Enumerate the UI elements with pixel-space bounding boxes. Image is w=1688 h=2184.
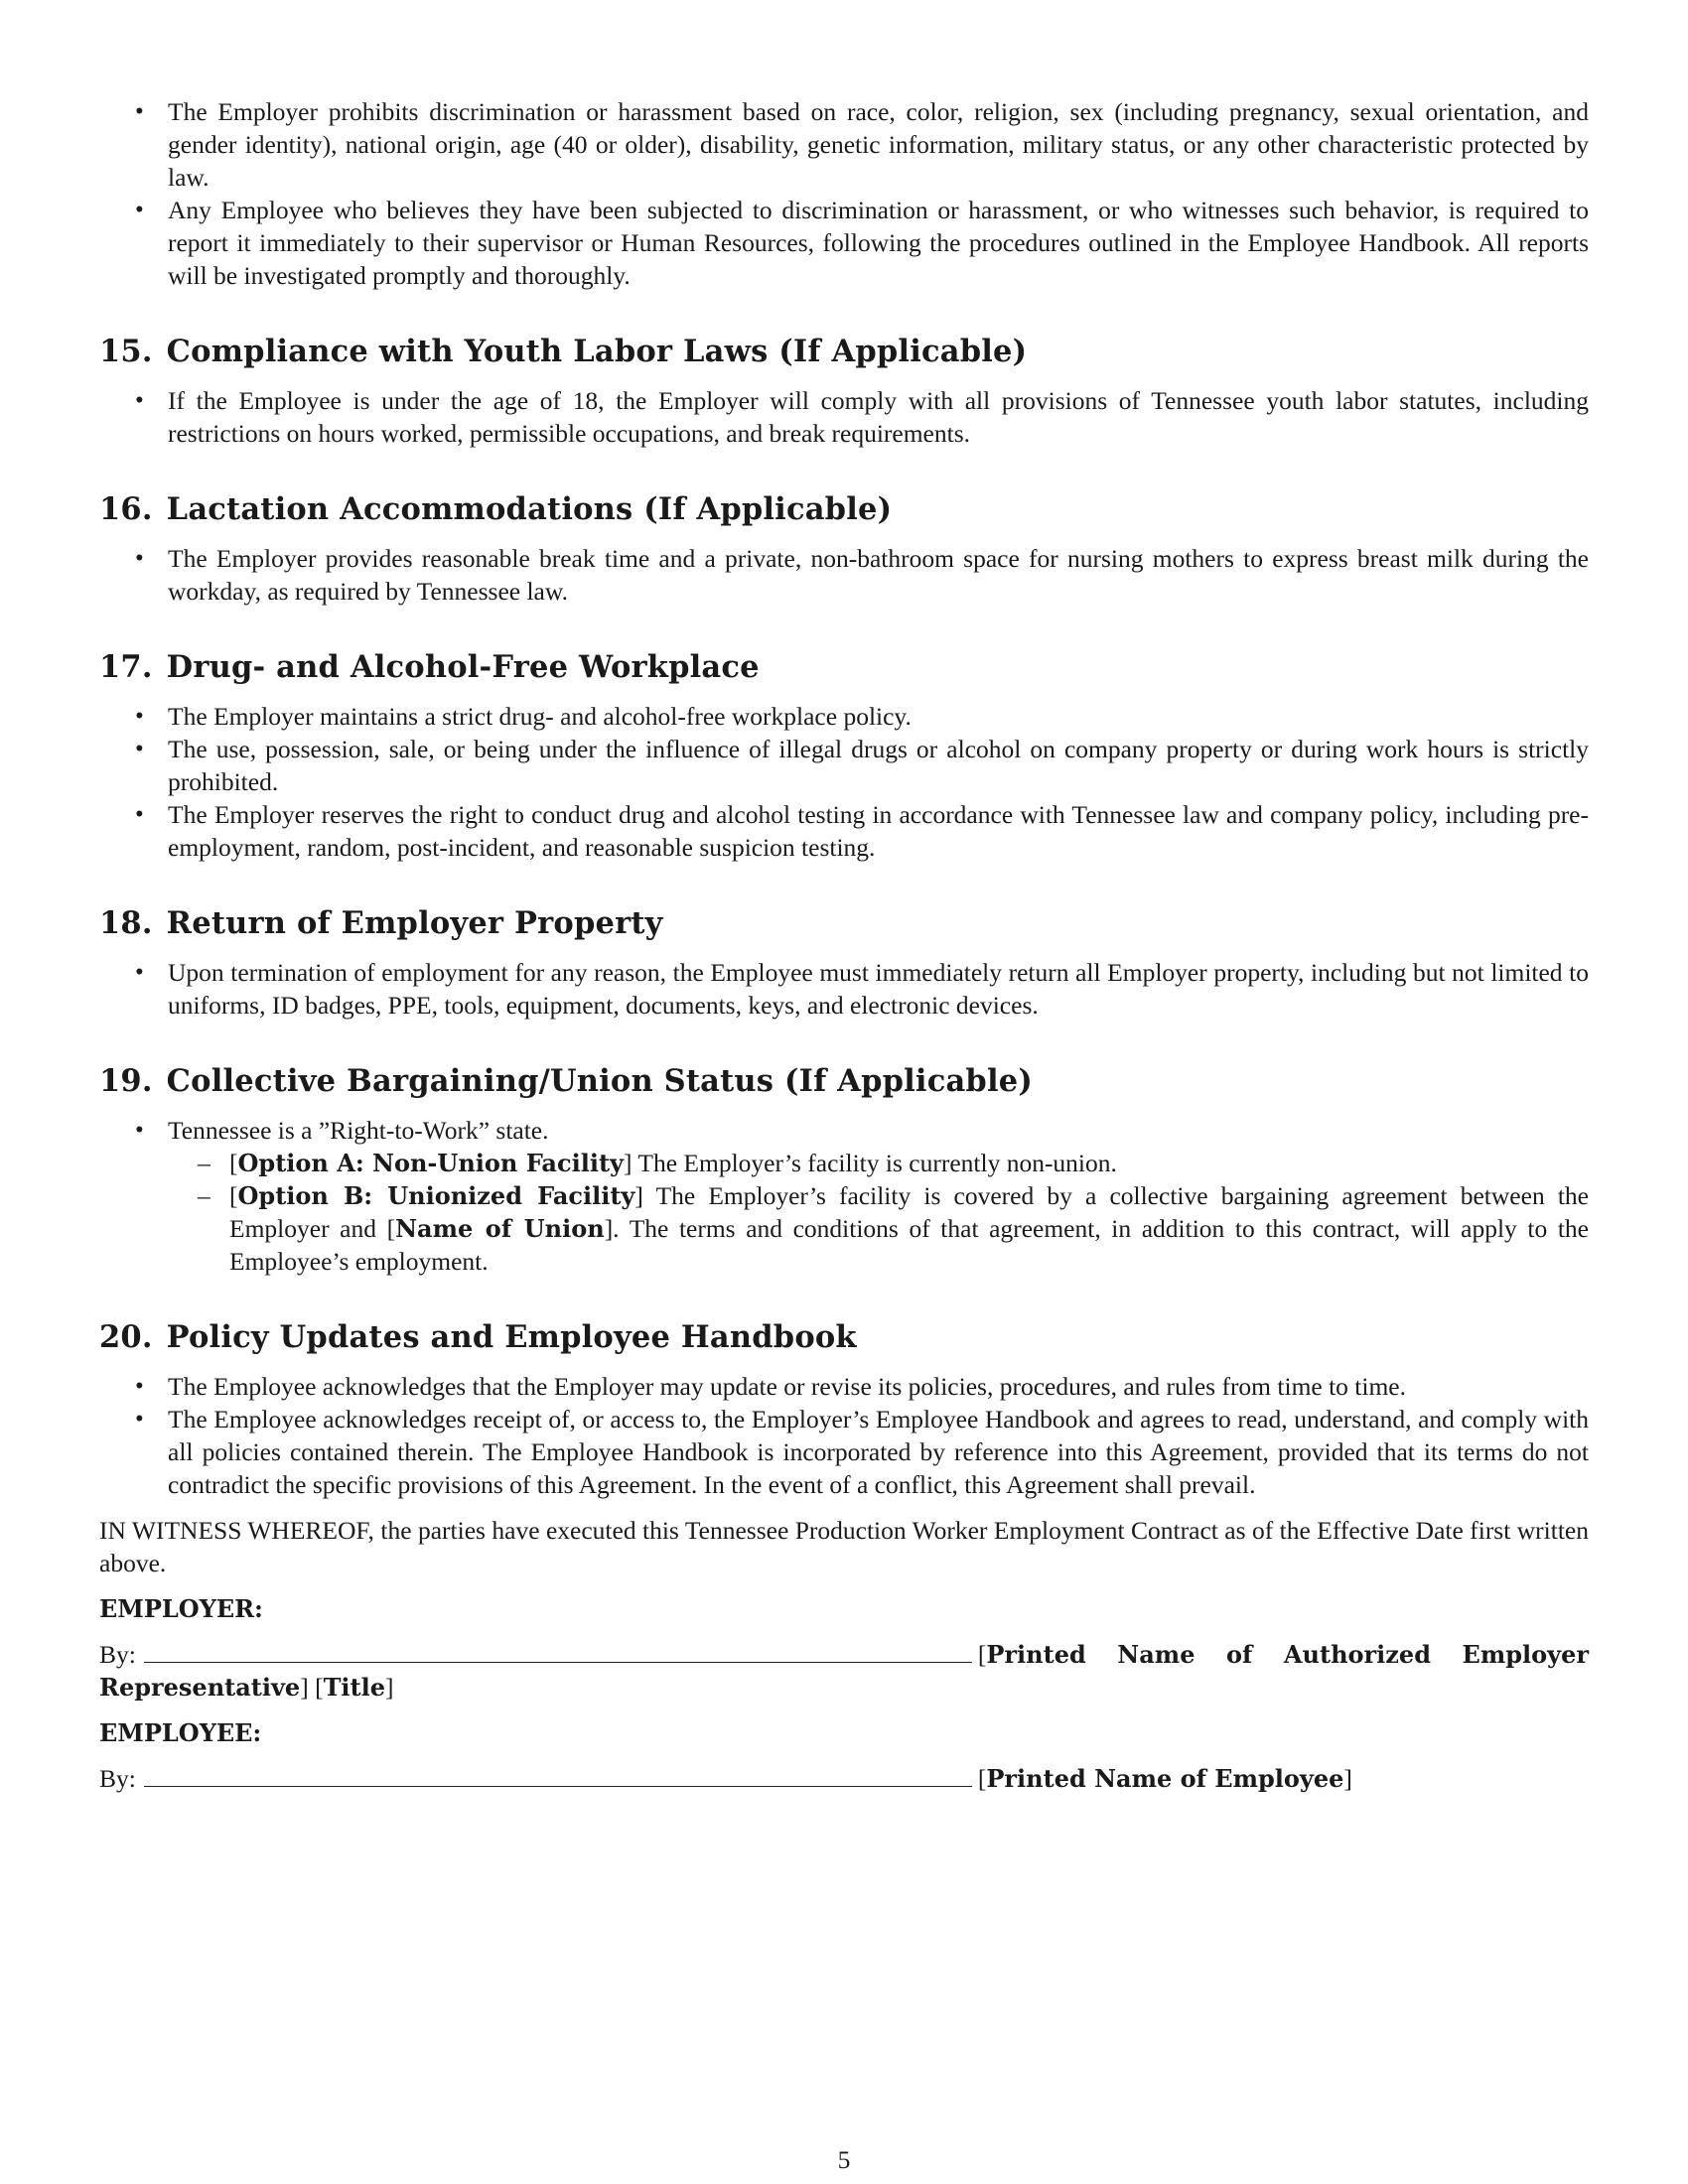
section-number: 15. xyxy=(99,334,153,369)
list-item: • Upon termination of employment for any reason, the Employee must immediately return all Employer property, including but not limited to uniforms, ID badges, PPE, tools, equipment, documents, keys, and electronic devices. xyxy=(99,956,1589,1022)
option-a-item: – [Option A: Non-Union Facility] The Employer’s facility is currently non-union. xyxy=(168,1147,1589,1179)
option-b-text-continued: ]. The terms and conditions of that agreement, in addition to this contract, will apply to the Employee’s employment. xyxy=(229,1214,1589,1276)
employer-printed-name-placeholder: Printed Name of Authorized Employer Representative xyxy=(99,1640,1589,1702)
section-16-heading xyxy=(99,489,1589,529)
list-item: • The Employer prohibits discrimination or harassment based on race, color, religion, sex (including pregnancy, sexual orientation, and gender identity), national origin, age (40 or older), disability, genetic information, military status, or any other characteristic protected by law. xyxy=(99,95,1589,194)
list-item: • The Employer maintains a strict drug- and alcohol-free workplace policy. xyxy=(99,700,1589,733)
option-b-item: – [Option B: Unionized Facility] The Employer’s facility is covered by a collective bargaining agreement between the Employer and [Name of Union]. The terms and conditions of that agreement, in addition to this contract, will apply to the Employee’s employment. xyxy=(168,1179,1589,1278)
section-title: Return of Employer Property xyxy=(166,905,663,941)
section-number: 18. xyxy=(99,905,153,941)
list-item: • If the Employee is under the age of 18, the Employer will comply with all provisions of Tennessee youth labor statutes, including restrictions on hours worked, permissible occupations, and break requirements. xyxy=(99,384,1589,450)
union-name-placeholder: Name of Union xyxy=(395,1214,605,1243)
option-a-label: Option A: Non-Union Facility xyxy=(237,1149,624,1177)
union-options-list xyxy=(168,1147,1589,1278)
list-item: • The Employee acknowledges that the Employer may update or revise its policies, procedures, and rules from time to time. xyxy=(99,1370,1589,1403)
section-number: 16. xyxy=(99,491,153,527)
section-number: 19. xyxy=(99,1063,153,1099)
section-15-list xyxy=(99,384,1589,450)
employer-signature-block: By: [Printed Name of Authorized Employer Representative] [Title] xyxy=(99,1640,1589,1702)
section-18-heading xyxy=(99,903,1589,943)
list-item: • The Employer provides reasonable break time and a private, non-bathroom space for nursing mothers to express breast milk during the workday, as required by Tennessee law. xyxy=(99,542,1589,608)
section-15-heading xyxy=(99,332,1589,371)
option-a-text: The Employer’s facility is currently non-union. xyxy=(632,1149,1117,1177)
list-item: • The use, possession, sale, or being under the influence of illegal drugs or alcohol on company property or during work hours is strictly prohibited. xyxy=(99,733,1589,798)
section-number: 17. xyxy=(99,649,153,685)
employer-signature-line[interactable] xyxy=(144,1638,972,1663)
list-item: • Any Employee who believes they have been subjected to discrimination or harassment, or who witnesses such behavior, is required to report it immediately to their supervisor or Human Resources, following the procedures outlined in the Employee Handbook. All reports will be investigated promptly and thoroughly. xyxy=(99,194,1589,292)
section-17-heading xyxy=(99,647,1589,687)
option-b-text: The Employer’s facility is covered by a collective bargaining agreement between the Employer and [ xyxy=(229,1181,1589,1243)
employee-printed-name-placeholder: Printed Name of Employee xyxy=(986,1764,1344,1793)
section-20-list xyxy=(99,1370,1589,1501)
employee-signature-line[interactable] xyxy=(144,1762,972,1787)
option-b-label: Option B: Unionized Facility xyxy=(237,1181,635,1210)
section-19-list xyxy=(99,1114,1589,1278)
by-label: By: xyxy=(99,1764,136,1793)
by-label: By: xyxy=(99,1640,136,1669)
section-title: Collective Bargaining/Union Status (If Applicable) xyxy=(166,1063,1033,1099)
witness-paragraph: IN WITNESS WHEREOF, the parties have executed this Tennessee Production Worker Employment Contract as of the Effective Date first written above. xyxy=(99,1516,1589,1577)
list-item: • The Employee acknowledges receipt of, or access to, the Employer’s Employee Handbook and agrees to read, understand, and comply with all policies contained therein. The Employee Handbook is incorporated by reference into this Agreement, provided that its terms do not contradict the specific provisions of this Agreement. In the event of a conflict, this Agreement shall prevail. xyxy=(99,1403,1589,1501)
employer-title-placeholder: Title xyxy=(323,1673,386,1702)
anti-discrimination-list xyxy=(99,95,1589,292)
employer-label: EMPLOYER: xyxy=(99,1594,263,1623)
page-number: 5 xyxy=(837,2145,851,2174)
section-title: Lactation Accommodations (If Applicable) xyxy=(166,491,893,527)
section-19-heading xyxy=(99,1061,1589,1101)
right-to-work-text: Tennessee is a ”Right-to-Work” state. xyxy=(168,1116,549,1145)
section-16-list xyxy=(99,542,1589,608)
section-title: Policy Updates and Employee Handbook xyxy=(166,1319,857,1355)
section-title: Drug- and Alcohol-Free Workplace xyxy=(166,649,760,685)
contract-page xyxy=(99,95,1589,1795)
section-title: Compliance with Youth Labor Laws (If Applicable) xyxy=(166,334,1028,369)
section-20-heading xyxy=(99,1317,1589,1357)
employee-signature-block: By: [Printed Name of Employee] xyxy=(99,1764,1352,1793)
section-18-list xyxy=(99,956,1589,1022)
list-item xyxy=(99,1114,1589,1278)
section-number: 20. xyxy=(99,1319,153,1355)
section-17-list xyxy=(99,700,1589,864)
list-item: • The Employer reserves the right to conduct drug and alcohol testing in accordance with Tennessee law and company policy, including pre-employment, random, post-incident, and reasonable suspicion testing. xyxy=(99,798,1589,864)
employee-label: EMPLOYEE: xyxy=(99,1718,262,1747)
